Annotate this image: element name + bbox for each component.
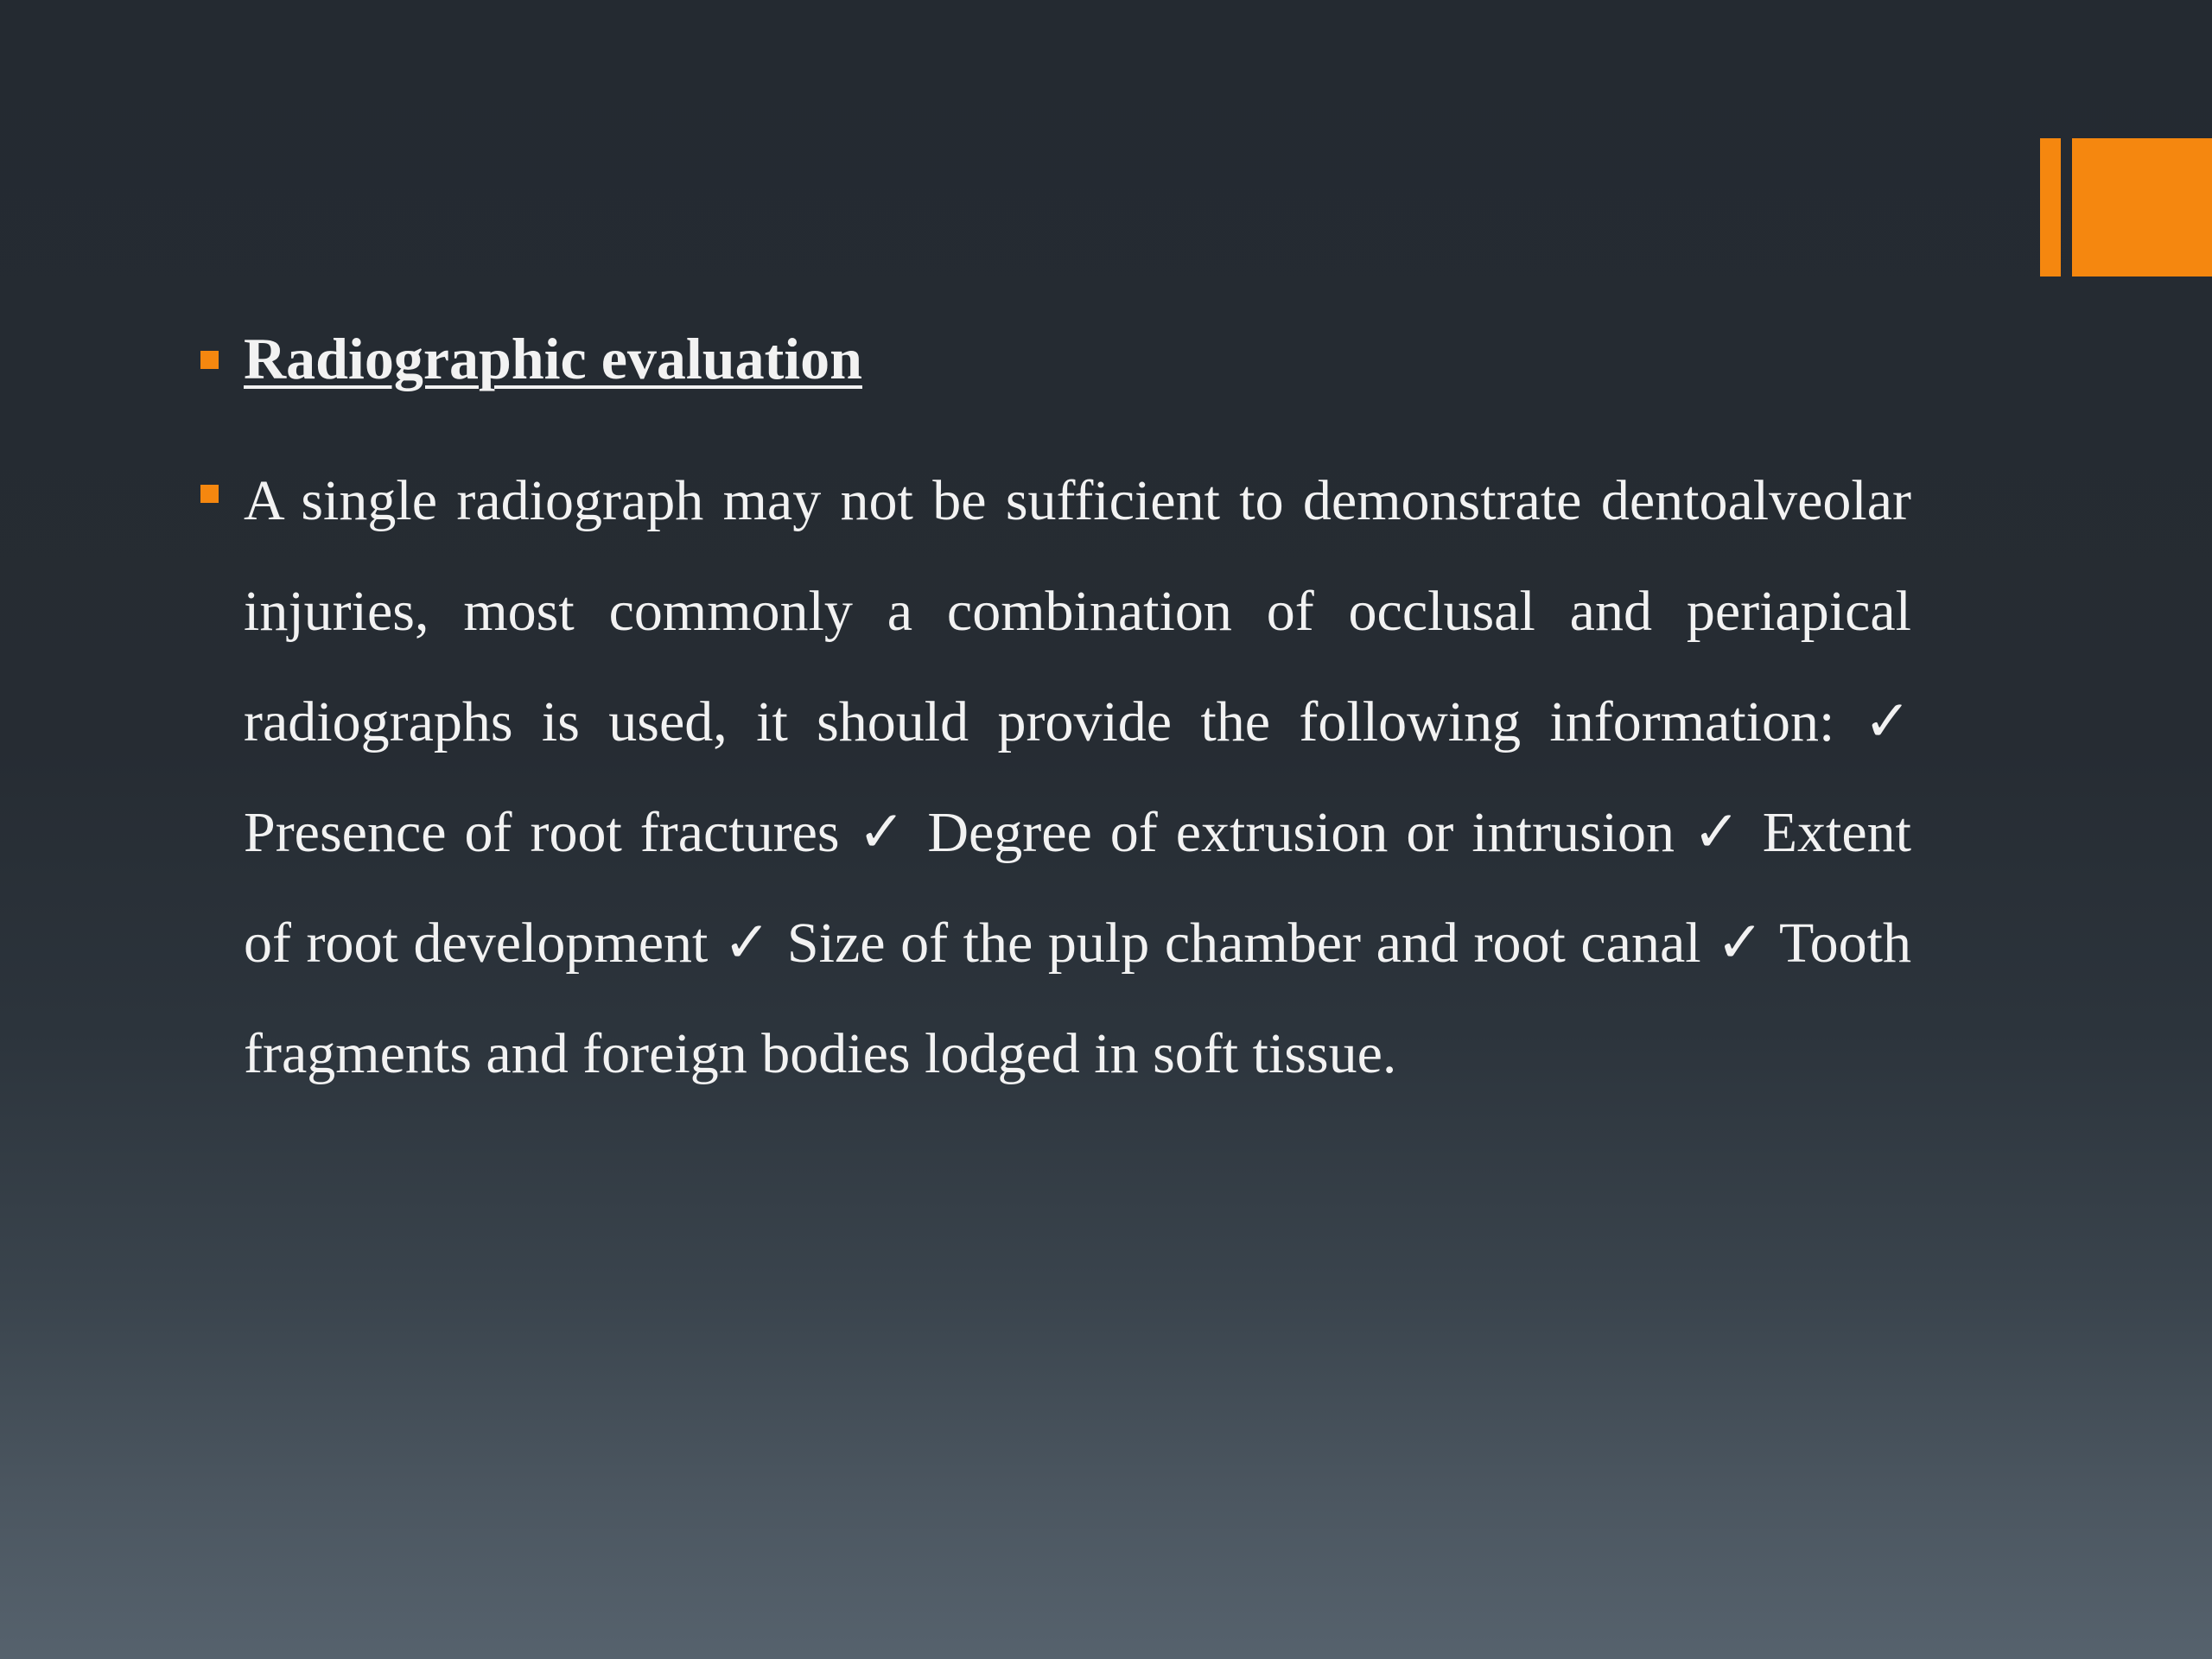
square-bullet-icon <box>200 485 219 503</box>
square-bullet-icon <box>200 351 219 369</box>
accent-bar-thick <box>2072 138 2212 276</box>
bullet-heading <box>200 320 1911 397</box>
slide-body-text: A single radiograph may not be sufficient to demonstrate dentoalveolar injuries, most commonly a combination of occlusal and periapical radiographs is used, it should provide the following information: ✓ Presence of root fractures ✓ Degree of extrusion or intrusion ✓ Extent of root development ✓ Size of the pulp chamber and root canal ✓ Tooth fragments and foreign bodies lodged in soft tissue. <box>244 469 1911 1085</box>
bullet-body <box>200 446 1911 1109</box>
slide-heading: Radiographic evaluation <box>244 326 862 391</box>
accent-bar-thin <box>2040 138 2061 276</box>
slide-content <box>200 320 1911 1109</box>
